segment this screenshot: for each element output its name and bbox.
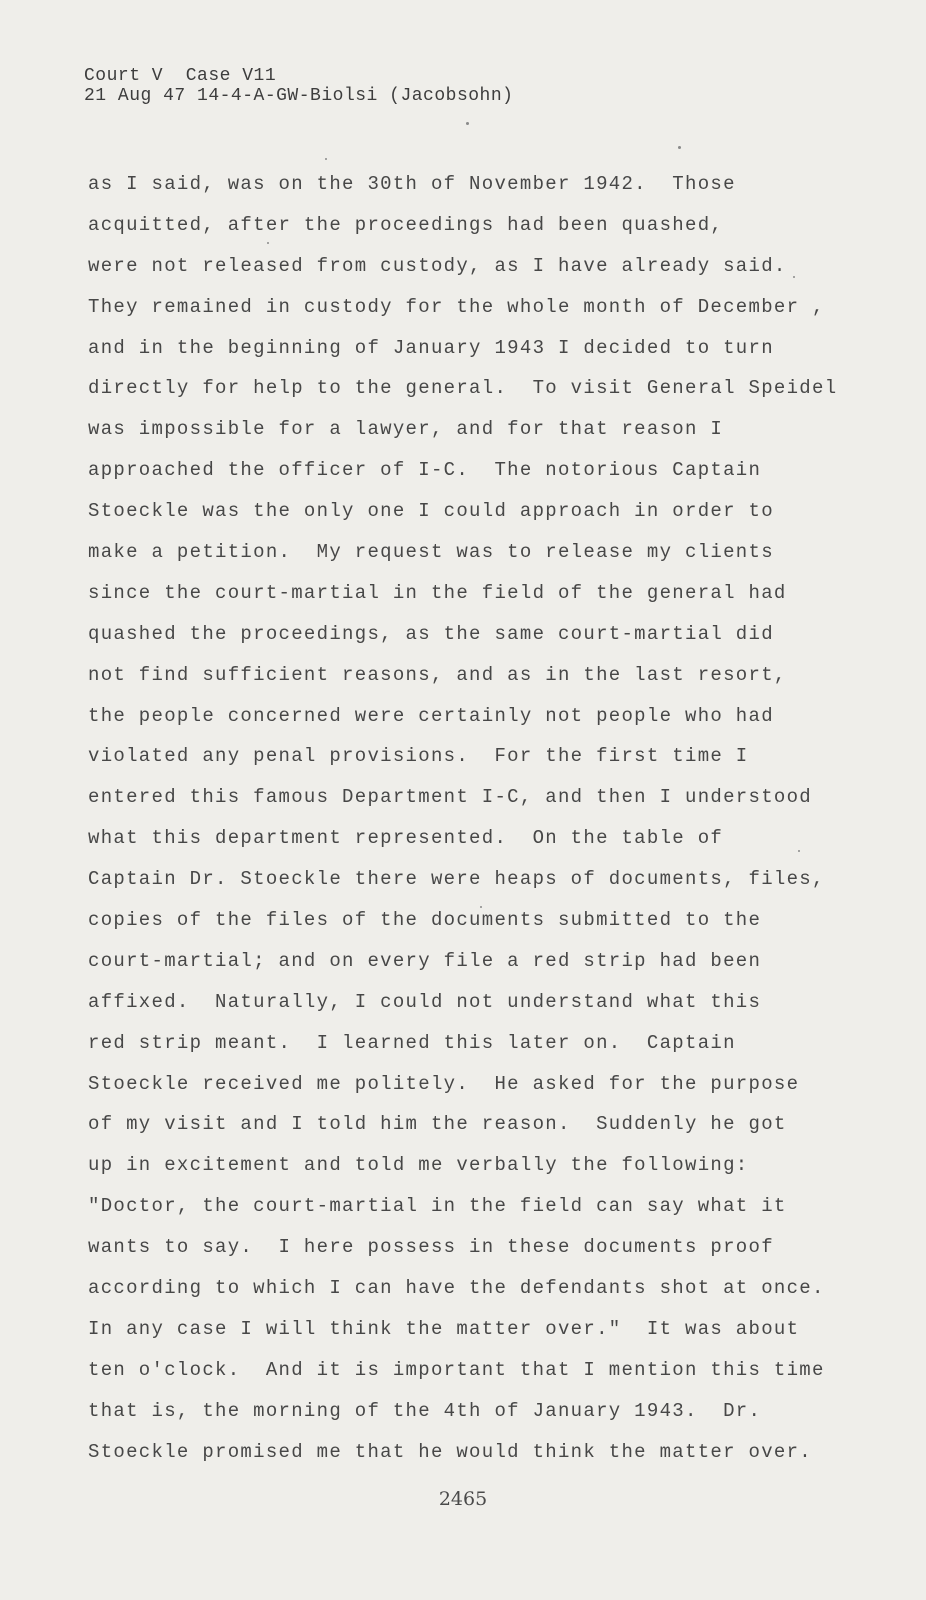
text-line: as I said, was on the 30th of November 1942. Those	[88, 173, 736, 195]
text-line: "Doctor, the court-martial in the field can say what it	[88, 1195, 787, 1218]
text-line: directly for help to the general. To visit General Speidel	[88, 377, 838, 400]
header-date-reference: 21 Aug 47 14-4-A-GW-Biolsi (Jacobsohn)	[84, 86, 514, 106]
text-line: what this department represented. On the table of	[88, 827, 724, 850]
text-line: of my visit and I told him the reason. Suddenly he got	[88, 1113, 787, 1136]
text-line: and in the beginning of January 1943 I decided to turn	[88, 336, 774, 359]
text-line: the people concerned were certainly not people who had	[88, 704, 774, 727]
text-line: quashed the proceedings, as the same court-martial did	[88, 622, 774, 645]
text-line: In any case I will think the matter over." It was about	[88, 1317, 800, 1340]
page-number: 2465	[438, 1488, 488, 1510]
text-line: were not released from custody, as I have already said.	[88, 254, 787, 277]
text-line: violated any penal provisions. For the first time I	[88, 745, 749, 768]
text-line: Stoeckle was the only one I could approach in order to	[88, 500, 774, 523]
text-line: that is, the morning of the 4th of January 1943. Dr.	[88, 1399, 762, 1422]
text-line: red strip meant. I learned this later on. Captain	[88, 1031, 736, 1054]
text-line: Captain Dr. Stoeckle there were heaps of documents, files,	[88, 868, 825, 891]
text-line: affixed. Naturally, I could not understand what this	[88, 990, 762, 1013]
text-line: copies of the files of the documents submitted to the	[88, 909, 762, 932]
text-line: approached the officer of I-C. The notorious Captain	[88, 459, 762, 482]
paper-speck	[793, 276, 795, 278]
text-line: make a petition. My request was to release my clients	[88, 541, 774, 564]
paper-speck	[678, 146, 681, 149]
text-line: up in excitement and told me verbally the following:	[88, 1154, 749, 1177]
text-line: Stoeckle promised me that he would think the matter over.	[88, 1440, 813, 1463]
text-line: according to which I can have the defendants shot at once.	[88, 1277, 825, 1300]
paper-speck	[466, 122, 469, 125]
text-line: acquitted, after the proceedings had been quashed,	[88, 213, 724, 236]
paper-speck	[798, 850, 800, 852]
text-line: wants to say. I here possess in these documents proof	[88, 1236, 774, 1259]
paper-speck	[325, 158, 327, 160]
text-line: ten o'clock. And it is important that I mention this time	[88, 1358, 825, 1381]
text-line: They remained in custody for the whole month of December ,	[88, 295, 825, 318]
text-line: not find sufficient reasons, and as in the last resort,	[88, 663, 787, 686]
paper-speck	[480, 906, 482, 908]
paper-speck	[267, 242, 269, 244]
header-court-case: Court V Case V11	[84, 66, 277, 86]
text-line: Stoeckle received me politely. He asked for the purpose	[88, 1072, 800, 1095]
document-header	[84, 66, 513, 106]
transcript-body	[88, 164, 908, 1473]
text-line: since the court-martial in the field of the general had	[88, 581, 787, 604]
text-line: was impossible for a lawyer, and for that reason I	[88, 418, 724, 441]
text-line: entered this famous Department I-C, and then I understood	[88, 786, 813, 809]
text-line: court-martial; and on every file a red strip had been	[88, 949, 762, 972]
